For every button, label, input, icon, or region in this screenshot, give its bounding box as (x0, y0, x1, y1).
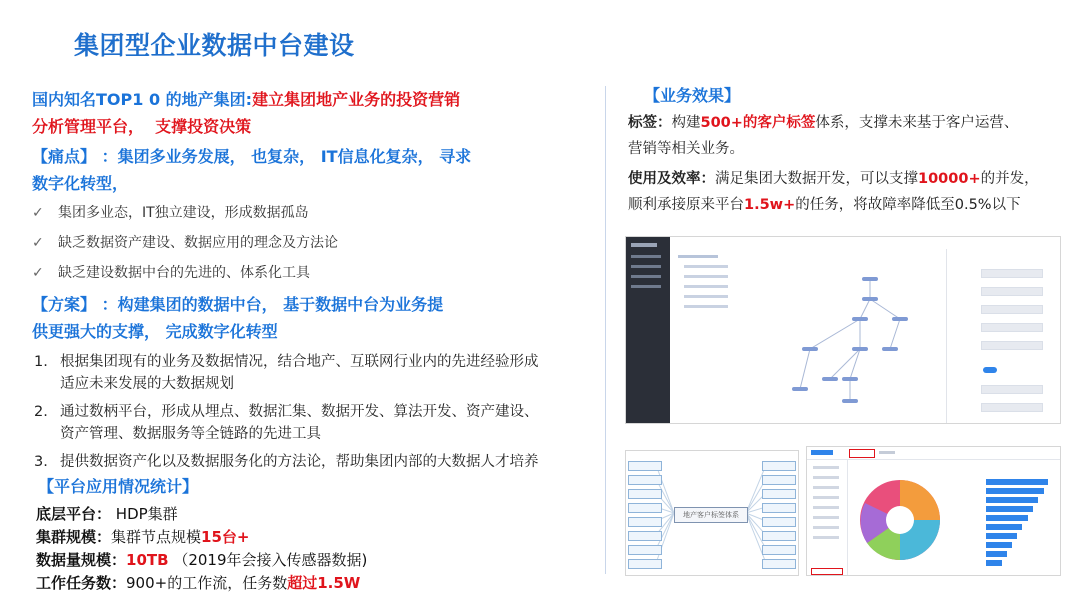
stat-highlight: 15台+ (201, 528, 250, 546)
sunburst-chart (855, 475, 945, 565)
stat-label: 数据量规模： (36, 551, 127, 569)
intro-goal-cont: 分析管理平台， (32, 117, 145, 136)
screenshot-sidebar (626, 237, 670, 423)
stat-text: 集群节点规模 (111, 528, 202, 546)
plan-heading (32, 291, 592, 345)
plan-item-number: 3. (34, 454, 48, 470)
effect-usage (628, 166, 1068, 218)
effect-tag-highlight: 500+的客户标签 (700, 115, 816, 131)
pain-item-text: 缺乏数据资产建设、数据应用的理念及方法论 (58, 235, 338, 251)
effect-tag-text: 体系，支撑未来基于客户运营、 (815, 115, 1019, 131)
stats-heading: 【平台应用情况统计】 (38, 477, 199, 496)
check-icon: ✓ (32, 235, 44, 251)
mindmap-center-node: 地产客户标签体系 (674, 507, 748, 523)
stat-row (36, 549, 596, 572)
plan-item-line1: 提供数据资产化以及数据服务化的方法论，帮助集团内部的大数据人才培养 (60, 454, 539, 470)
stat-row (36, 503, 596, 526)
effect-usage-label: 使用及效率： (628, 171, 715, 187)
stat-text: HDP集群 (111, 505, 178, 523)
stat-text: 900+的工作流，任务数 (126, 574, 288, 592)
plan-item (34, 351, 604, 395)
bar-list (962, 475, 1054, 569)
pain-heading-line2: 数字化转型， (32, 174, 129, 193)
pain-item (32, 258, 592, 288)
plan-item-number: 2. (34, 404, 48, 420)
workflow-graph (750, 249, 946, 423)
stat-row (36, 526, 596, 549)
plan-list (34, 351, 604, 473)
pain-list (32, 198, 592, 288)
pain-item (32, 228, 592, 258)
stat-label: 集群规模： (36, 528, 112, 546)
check-icon: ✓ (32, 205, 44, 221)
stat-highlight: 10TB (126, 551, 169, 569)
plan-item-line2: 适应未来发展的大数据规划 (60, 376, 234, 392)
workflow-screenshot (625, 236, 1061, 424)
stat-row (36, 572, 596, 595)
plan-item-number: 1. (34, 354, 48, 370)
check-icon: ✓ (32, 265, 44, 281)
effect-tags (628, 110, 1068, 162)
intro-support: 支撑投资决策 (155, 117, 252, 136)
effect-tag-text: 构建 (671, 115, 701, 131)
plan-heading-line2: 供更强大的支撑， 完成数字化转型 (32, 322, 278, 341)
intro-company: 国内知名TOP1 0 的地产集团: (32, 90, 253, 109)
page-title: 集团型企业数据中台建设 (74, 31, 355, 60)
tag-mindmap-screenshot (625, 450, 799, 576)
effect-tag-label: 标签： (628, 115, 672, 131)
stats-list (36, 503, 596, 595)
effect-usage-text: 的并发， (980, 171, 1039, 187)
pain-item (32, 198, 592, 228)
plan-item-line2: 资产管理、数据服务等全链路的先进工具 (60, 426, 321, 442)
stat-highlight: 超过1.5W (287, 574, 361, 592)
pain-heading-line1: 【痛点】 ：集团多业务发展， 也复杂， IT信息化复杂， 寻求 (32, 147, 472, 166)
stat-label: 底层平台： (36, 505, 112, 523)
plan-item (34, 451, 604, 473)
intro-goal: 建立集团地产业务的投资营销 (252, 90, 461, 109)
pain-item-text: 集团多业态，IT独立建设，形成数据孤岛 (58, 205, 309, 221)
stat-tail: （2019年会接入传感器数据) (168, 551, 368, 569)
plan-item (34, 401, 604, 445)
plan-item-line1: 通过数柄平台，形成从埋点、数据汇集、数据开发、算法开发、资产建设、 (60, 404, 539, 420)
effect-usage-text: 顺利承接原来平台 (628, 197, 744, 213)
effect-usage-highlight: 10000+ (918, 171, 981, 187)
intro (32, 86, 592, 140)
column-divider (605, 86, 606, 574)
effect-usage-text: 的任务，将故障率降低至0.5%以下 (795, 197, 1021, 213)
plan-heading-line1: 【方案】 ：构建集团的数据中台， 基于数据中台为业务提 (32, 295, 444, 314)
stat-label: 工作任务数： (36, 574, 127, 592)
plan-item-line1: 根据集团现有的业务及数据情况，结合地产、互联网行业内的先进经验形成 (60, 354, 539, 370)
pain-heading (32, 143, 592, 197)
pain-item-text: 缺乏建设数据中台的先进的、体系化工具 (58, 265, 310, 281)
dashboard-screenshot (806, 446, 1061, 576)
effect-usage-highlight: 1.5w+ (744, 197, 796, 213)
effect-usage-text: 满足集团大数据开发，可以支撑 (715, 171, 918, 187)
effect-heading: 【业务效果】 (644, 86, 741, 105)
effect-tag-text: 营销等相关业务。 (628, 141, 744, 157)
